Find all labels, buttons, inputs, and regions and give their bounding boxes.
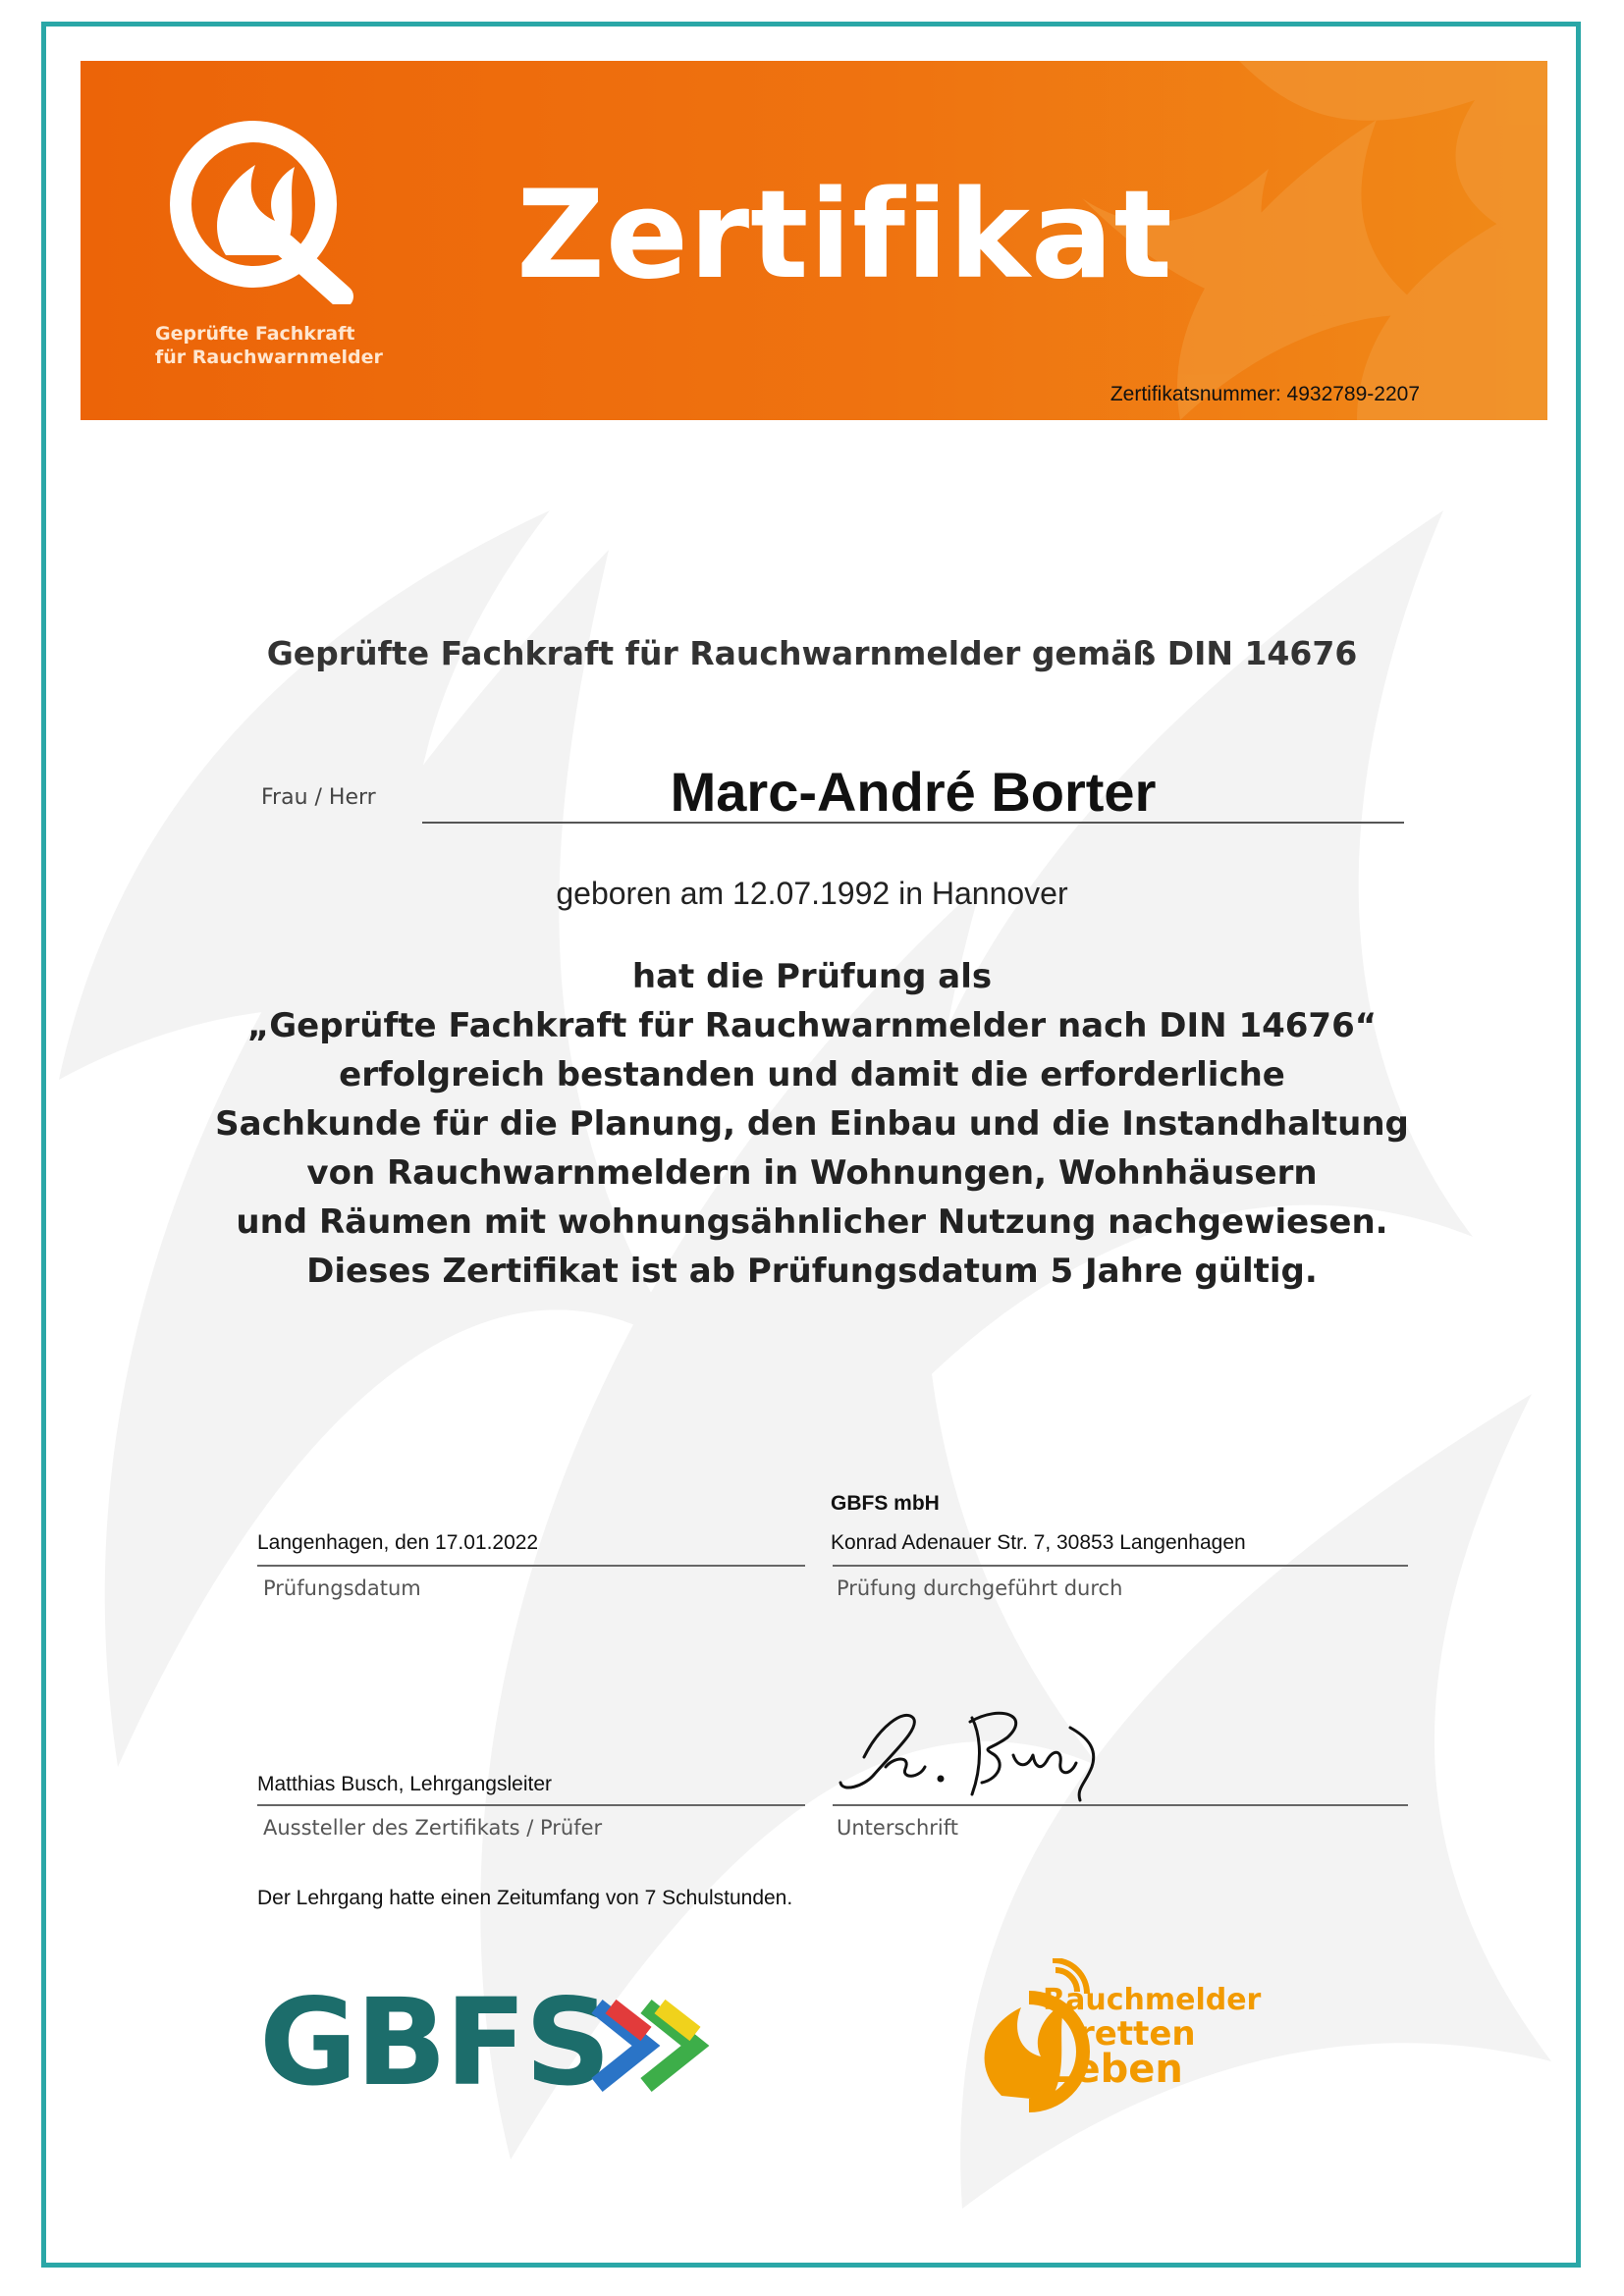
rml-line3: Leben [1049, 2047, 1183, 2092]
issuer-value: Matthias Busch, Lehrgangsleiter [257, 1773, 552, 1795]
certificate-body [196, 952, 1428, 1296]
exam-date-line [257, 1565, 805, 1567]
certificate-title: Zertifikat [516, 165, 1173, 306]
course-duration-note: Der Lehrgang hatte einen Zeitumfang von 7 Schulstunden. [257, 1887, 793, 1909]
body-line: erfolgreich bestanden und damit die erforderliche [339, 1055, 1285, 1095]
rauchmelder-retten-leben-logo [962, 1958, 1262, 2130]
logo-caption-line1: Geprüfte Fachkraft [155, 323, 355, 345]
certificate-number: Zertifikatsnummer: 4932789-2207 [1110, 383, 1420, 405]
signature-line [833, 1804, 1408, 1806]
salutation-label: Frau / Herr [261, 785, 376, 810]
performed-by-label: Prüfung durchgeführt durch [837, 1576, 1123, 1600]
birth-info: geboren am 12.07.1992 in Hannover [556, 876, 1068, 911]
body-line: Sachkunde für die Planung, den Einbau und die Instandhaltung [215, 1104, 1409, 1144]
body-line: von Rauchwarnmeldern in Wohnungen, Wohnhäusern [306, 1153, 1318, 1193]
company-name: GBFS mbH [831, 1492, 940, 1515]
gbfs-logo [259, 1973, 609, 2112]
recipient-name: Marc-André Borter [670, 761, 1157, 823]
name-underline [422, 822, 1404, 824]
logo-caption [155, 322, 383, 369]
q-flame-logo-icon [167, 118, 353, 304]
company-address: Konrad Adenauer Str. 7, 30853 Langenhagen [831, 1531, 1246, 1554]
chevrons-icon [589, 1987, 736, 2105]
body-line: Dieses Zertifikat ist ab Prüfungsdatum 5 Jahre gültig. [306, 1252, 1318, 1291]
rml-line1: Rauchmelder [1043, 1983, 1262, 2017]
logo-caption-line2: für Rauchwarnmelder [155, 347, 383, 368]
handwritten-signature [835, 1698, 1110, 1806]
rml-line2: retten [1078, 2014, 1196, 2054]
certificate-subtitle: Geprüfte Fachkraft für Rauchwarnmelder gemäß DIN 14676 [266, 634, 1358, 672]
exam-date-value: Langenhagen, den 17.01.2022 [257, 1531, 539, 1554]
exam-date-label: Prüfungsdatum [263, 1576, 421, 1600]
gbfs-logo-text: GBFS [259, 1973, 610, 2112]
company-line [833, 1565, 1408, 1567]
body-line: und Räumen mit wohnungsähnlicher Nutzung nachgewiesen. [236, 1202, 1388, 1242]
body-line: hat die Prüfung als [631, 957, 993, 996]
body-line: „Geprüfte Fachkraft für Rauchwarnmelder nach DIN 14676“ [246, 1006, 1378, 1045]
signature-label: Unterschrift [837, 1816, 958, 1840]
issuer-line [257, 1804, 805, 1806]
issuer-label: Aussteller des Zertifikats / Prüfer [263, 1816, 603, 1840]
